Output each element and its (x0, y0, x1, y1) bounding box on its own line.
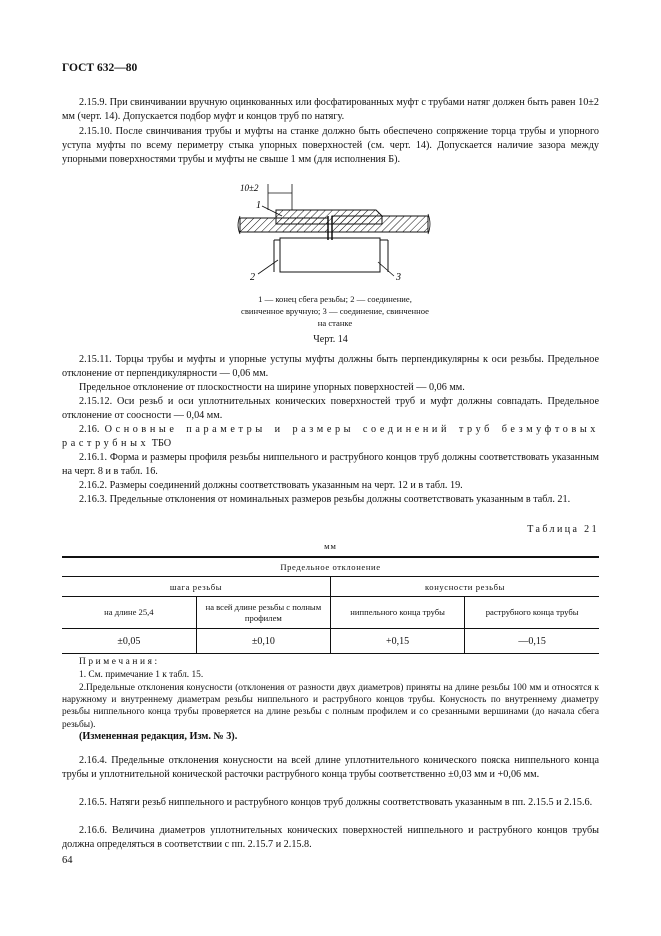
section-heading-tail: ТБО (151, 438, 172, 450)
table-cell: ±0,05 (62, 629, 196, 654)
table-21 (62, 556, 599, 654)
paragraph-2-16-3: 2.16.3. Предельные отклонения от номинальных размеров резьбы должны соответствовать указанным в табл. 21. (79, 494, 571, 505)
callout-leader (258, 260, 278, 274)
table-title: Таблица 21 (527, 524, 599, 535)
section-heading-spaced: Основные параметры и размеры соединений труб безмуфтовых раструбных (62, 424, 599, 450)
table-group-taper: конусности резьбы (331, 577, 600, 597)
pipe-wall-left (240, 218, 328, 232)
document-header: ГОСТ 632—80 (62, 62, 138, 74)
paragraph-2-16 (62, 423, 599, 451)
section-number: 2.16. (79, 424, 100, 435)
callout-1: 1 (256, 200, 261, 211)
drawing-caption: 1 — конец сбега резьбы; 2 — соединение, свинченное вручную; 3 — соединение, свинченное на станке (241, 294, 429, 328)
paragraph-2-16-2: 2.16.2. Размеры соединений должны соответствовать указанным на черт. 12 и в табл. 19. (79, 480, 463, 491)
table-cell: +0,15 (331, 629, 465, 654)
note-2: 2.Предельные отклонения конусности (отклонения от разности двух диаметров) приняты на длине резьбы 100 мм и относятся к наружному и внутреннему диаметрам резьбы ниппельного и раструбного концов трубы. Конусность по внутреннему диаметру резьбы ниппельного конца трубы проверяется на длине резьбы с полным профилем и со срезанными вершинами (до начала сбега резьбы). (62, 683, 599, 730)
pipe-body-lower (280, 238, 380, 272)
paragraph-2-15-12: 2.15.12. Оси резьб и оси уплотнительных конических поверхностей труб и муфт должны совпадать. Предельное отклонение от соосности — 0,04 мм. (62, 396, 599, 422)
table-row (62, 629, 599, 654)
table-header-top: Предельное отклонение (62, 557, 599, 577)
callout-3: 3 (396, 272, 401, 283)
page-number: 64 (62, 855, 73, 866)
table-unit: мм (324, 541, 337, 551)
pipe-wall-right (332, 216, 428, 232)
drawing-label: Черт. 14 (313, 334, 348, 345)
paragraph-2-16-6: 2.16.6. Величина диаметров уплотнительных конических поверхностей ниппельного и раструбного концов трубы должна определяться в соответствии с пп. 2.15.7 и 2.15.8. (62, 825, 599, 851)
table-col-header: на всей длине резьбы с полным профилем (196, 597, 330, 629)
paragraph-flatness: Предельное отклонение от плоскостности на ширине упорных поверхностей — 0,06 мм. (79, 382, 465, 393)
drawing-14 (228, 180, 438, 290)
paragraph-2-15-11: 2.15.11. Торцы трубы и муфты и упорные уступы муфты должны быть перпендикулярны к оси резьбы. Предельное отклонение от перпендикулярности — 0,06 мм. (62, 354, 599, 380)
note-1: 1. См. примечание 1 к табл. 15. (79, 670, 204, 680)
table-col-header: раструбного конца трубы (465, 597, 599, 629)
notes-title: Примечания: (79, 657, 160, 667)
paragraph-2-16-5: 2.16.5. Натяги резьб ниппельного и раструбного концов труб должны соответствовать указанным в пп. 2.15.5 и 2.15.6. (79, 797, 593, 808)
paragraph-2-16-1: 2.16.1. Форма и размеры профиля резьбы ниппельного и раструбного концов труб должны соответствовать указанным на черт. 8 и в табл. 16. (62, 452, 599, 478)
callout-2: 2 (250, 272, 255, 283)
dimension-label: 10±2 (240, 183, 259, 193)
table-col-header: на длине 25,4 (62, 597, 196, 629)
table-col-header: ниппельного конца трубы (331, 597, 465, 629)
table-cell: —0,15 (465, 629, 599, 654)
table-cell: ±0,10 (196, 629, 330, 654)
table-group-thread-pitch: шага резьбы (62, 577, 331, 597)
paragraph-2-15-9: 2.15.9. При свинчивании вручную оцинкованных или фосфатированных муфт с трубами натяг должен быть равен 10±2 мм (черт. 14). Допускается подбор муфт и концов труб по натягу. (62, 97, 599, 123)
edition-note: (Измененная редакция, Изм. № 3). (79, 731, 238, 742)
paragraph-2-15-10: 2.15.10. После свинчивания трубы и муфты на станке должно быть обеспечено сопряжение торца трубы и упорного уступа муфты по всему периметру стыка упорных поверхностей (см. черт. 14). Допускается наличие зазора между упорными поверхностями трубы и муфты не свыше 1 мм (для исполнения Б). (62, 126, 599, 166)
paragraph-2-16-4: 2.16.4. Предельные отклонения конусности на всей длине уплотнительного конического пояска ниппельного конца трубы и уплотнительной конической расточки раструбного конца трубы соответственно ±0,03 мм и +0,06 мм. (62, 755, 599, 781)
